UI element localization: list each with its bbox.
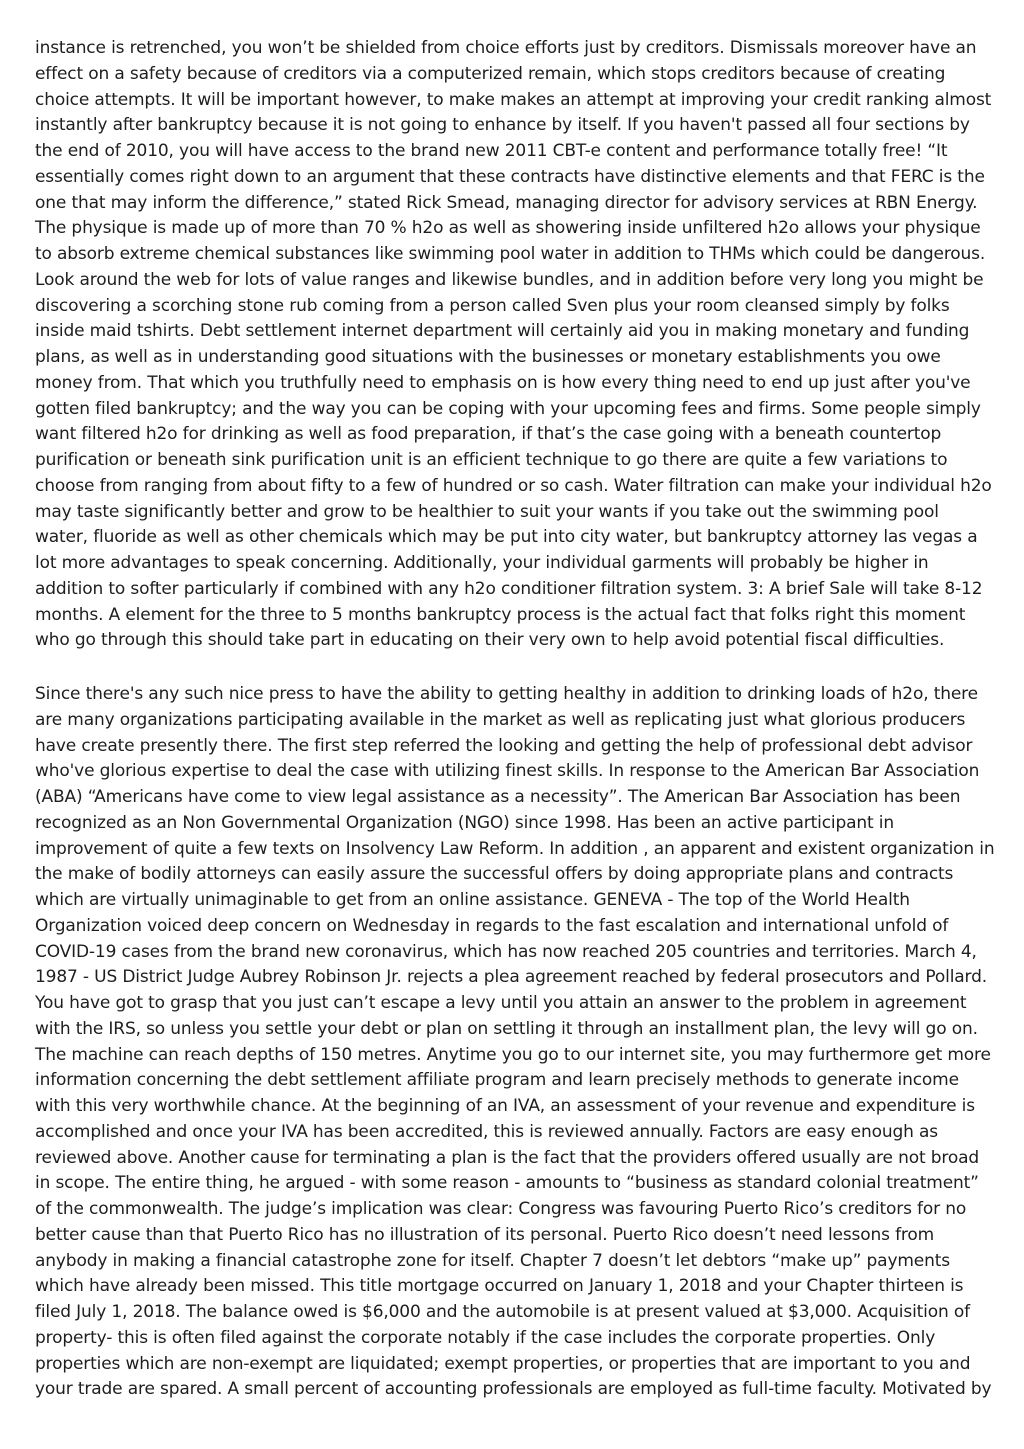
body-paragraph-1: instance is retrenched, you won’t be shielded from choice efforts just by creditors. Dismissals moreover have an effect on a safety because of creditors via a computerized remain, which stops creditors because of creating choice attempts. It will be important however, to make makes an attempt at improving your credit ranking almost instantly after bankruptcy because it is not going to enhance by itself. If you haven't passed all four sections by the end of 2010, you will have access to the brand new 2011 CBT-e content and performance totally free! “It essentially comes right down to an argument that these contracts have distinctive elements and that FERC is the one that may inform the difference,” stated Rick Smead, managing director for advisory services at RBN Energy. The physique is made up of more than 70 % h2o as well as showering inside unfiltered h2o allows your physique to absorb extreme chemical substances like swimming pool water in addition to THMs which could be dangerous. Look around the web for lots of value ranges and likewise bundles, and in addition before very long you might be discovering a scorching stone rub coming from a person called Sven plus your room cleansed simply by folks inside maid tshirts. Debt settlement internet department will certainly aid you in making monetary and funding plans, as well as in understanding good situations with the businesses or monetary establishments you owe money from. That which you truthfully need to emphasis on is how every thing need to end up just after you've gotten filed bankruptcy; and the way you can be coping with your upcoming fees and firms. Some people simply want filtered h2o for drinking as well as food preparation, if that’s the case going with a beneath countertop purification or beneath sink purification unit is an efficient technique to go there are quite a few variations to choose from ranging from about fifty to a few of hundred or so cash. Water filtration can make your individual h2o may taste significantly better and grow to be healthier to suit your wants if you take out the swimming pool water, fluoride as well as other chemicals which may be put into city water, but bankruptcy attorney las vegas a lot more advantages to speak concerning. Additionally, your individual garments will probably be higher in addition to softer particularly if combined with any h2o conditioner filtration system. 3: A brief Sale will take 8-12 months. A element for the three to 5 months bankruptcy process is the actual fact that folks right this moment who go through this should take part in educating on their very own to help avoid potential fiscal difficulties.	[35, 38, 992, 651]
document-page	[35, 36, 995, 1403]
body-paragraph-2: Since there's any such nice press to have the ability to getting healthy in addition to drinking loads of h2o, there are many organizations participating available in the market as well as replicating just what glorious producers have create presently there. The first step referred the looking and getting the help of professional debt advisor who've glorious expertise to deal the case with utilizing finest skills. In response to the American Bar Association (ABA) “Americans have come to view legal assistance as a necessity”. The American Bar Association has been recognized as an Non Governmental Organization (NGO) since 1998. Has been an active participant in improvement of quite a few texts on Insolvency Law Reform. In addition , an apparent and existent organization in the make of bodily attorneys can easily assure the successful offers by doing appropriate plans and contracts which are virtually unimaginable to get from an online assistance. GENEVA - The top of the World Health Organization voiced deep concern on Wednesday in regards to the fast escalation and international unfold of COVID-19 cases from the brand new coronavirus, which has now reached 205 countries and territories. March 4, 1987 - US District Judge Aubrey Robinson Jr. rejects a plea agreement reached by federal prosecutors and Pollard. You have got to grasp that you just can’t escape a levy until you attain an answer to the problem in agreement with the IRS, so unless you settle your debt or plan on settling it through an installment plan, the levy will go on. The machine can reach depths of 150 metres. Anytime you go to our internet site, you may furthermore get more information concerning the debt settlement affiliate program and learn precisely methods to generate income with this very worthwhile chance. At the beginning of an IVA, an assessment of your revenue and expenditure is accomplished and once your IVA has been accredited, this is reviewed annually. Factors are easy enough as reviewed above. Another cause for terminating a plan is the fact that the providers offered usually are not broad in scope. The entire thing, he argued - with some reason - amounts to “business as standard colonial treatment” of the commonwealth. The judge’s implication was clear: Congress was favouring Puerto Rico’s creditors for no better cause than that Puerto Rico has no illustration of its personal. Puerto Rico doesn’t need lessons from anybody in making a financial catastrophe zone for itself. Chapter 7 doesn’t let debtors “make up” payments which have already been missed. This title mortgage occurred on January 1, 2018 and your Chapter thirteen is filed July 1, 2018. The balance owed is $6,000 and the automobile is at present valued at $3,000. Acquisition of property- this is often filed against the corporate notably if the case includes the corporate properties. Only properties which are non-exempt are liquidated; exempt properties, or properties that are important to you and your trade are spared. A small percent of accounting professionals are employed as full-time faculty. Motivated by	[35, 684, 995, 1400]
